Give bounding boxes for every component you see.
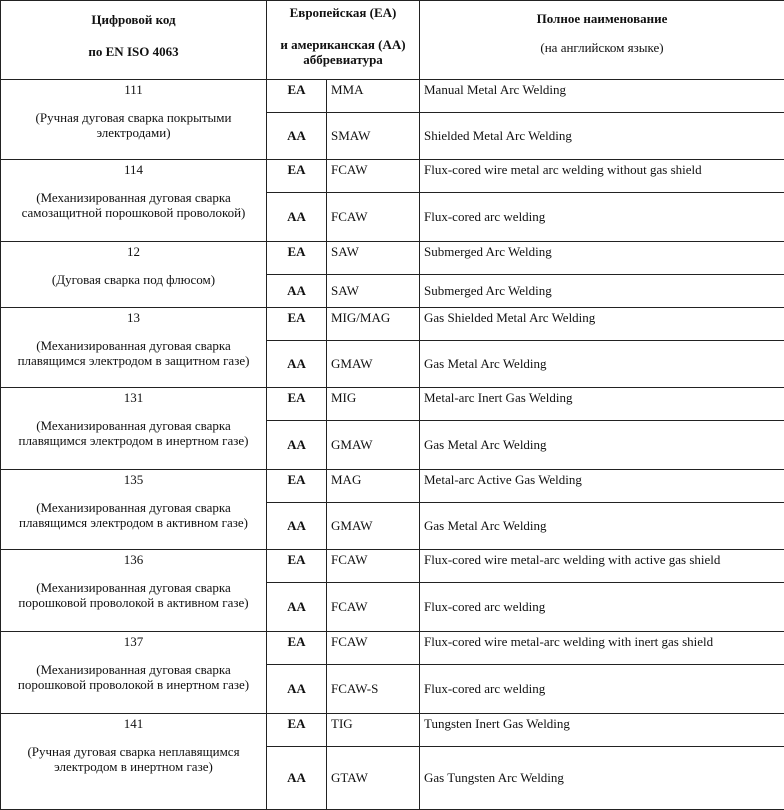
process-description: (Дуговая сварка под флюсом): [1, 272, 266, 287]
table-row: [1, 632, 784, 665]
table-row: [1, 550, 784, 583]
abbr-value-aa: SMAW: [327, 113, 420, 160]
full-name-aa: Gas Tungsten Arc Welding: [420, 747, 784, 810]
abbr-type-aa: AA: [267, 665, 327, 714]
abbr-type-ea: EA: [267, 388, 327, 421]
abbr-value-aa: SAW: [327, 275, 420, 308]
header-name-line2: (на английском языке): [420, 40, 784, 55]
abbr-value-ea: TIG: [327, 714, 420, 747]
process-code: 135: [1, 472, 266, 487]
abbr-value-aa: GMAW: [327, 341, 420, 388]
abbr-value-ea: MMA: [327, 80, 420, 113]
process-code-cell: [1, 308, 267, 388]
process-code: 136: [1, 552, 266, 567]
process-code: 12: [1, 244, 266, 259]
process-code-cell: [1, 632, 267, 714]
process-description: (Механизированная дуговая сварка порошковой проволокой в активном газе): [1, 580, 266, 610]
abbr-value-ea: MIG/MAG: [327, 308, 420, 341]
abbr-type-ea: EA: [267, 242, 327, 275]
full-name-ea: Metal-arc Active Gas Welding: [420, 470, 784, 503]
abbr-type-ea: EA: [267, 714, 327, 747]
abbr-value-aa: GMAW: [327, 503, 420, 550]
full-name-aa: Shielded Metal Arc Welding: [420, 113, 784, 160]
process-code: 114: [1, 162, 266, 177]
abbr-value-aa: FCAW-S: [327, 665, 420, 714]
table-row: [1, 388, 784, 421]
full-name-aa: Flux-cored arc welding: [420, 583, 784, 632]
process-code: 111: [1, 82, 266, 97]
process-code: 141: [1, 716, 266, 731]
full-name-ea: Flux-cored wire metal-arc welding with active gas shield: [420, 550, 784, 583]
process-code-cell: [1, 714, 267, 810]
header-abbr-line2: и американская (АА) аббревиатура: [267, 37, 419, 67]
abbr-type-aa: AA: [267, 113, 327, 160]
process-description: (Механизированная дуговая сварка самозащитной порошковой проволокой): [1, 190, 266, 220]
full-name-ea: Tungsten Inert Gas Welding: [420, 714, 784, 747]
full-name-aa: Gas Metal Arc Welding: [420, 341, 784, 388]
table-row: [1, 80, 784, 113]
process-code: 13: [1, 310, 266, 325]
abbr-value-aa: FCAW: [327, 193, 420, 242]
abbr-type-aa: AA: [267, 275, 327, 308]
abbr-type-ea: EA: [267, 550, 327, 583]
header-code-line2: по EN ISO 4063: [1, 44, 266, 59]
abbr-value-ea: SAW: [327, 242, 420, 275]
full-name-ea: Manual Metal Arc Welding: [420, 80, 784, 113]
header-abbreviation: [267, 1, 420, 80]
header-abbr-line1: Европейская (ЕА): [267, 5, 419, 20]
table-row: [1, 470, 784, 503]
process-description: (Механизированная дуговая сварка плавящимся электродом в защитном газе): [1, 338, 266, 368]
process-description: (Ручная дуговая сварка покрытыми электродами): [1, 110, 266, 140]
abbr-type-aa: AA: [267, 747, 327, 810]
table-row: [1, 242, 784, 275]
abbr-type-ea: EA: [267, 80, 327, 113]
abbr-type-ea: EA: [267, 308, 327, 341]
full-name-aa: Gas Metal Arc Welding: [420, 503, 784, 550]
abbr-type-ea: EA: [267, 470, 327, 503]
abbr-type-aa: AA: [267, 341, 327, 388]
abbr-value-ea: FCAW: [327, 160, 420, 193]
header-name-line1: Полное наименование: [420, 11, 784, 26]
abbr-value-ea: FCAW: [327, 632, 420, 665]
table-header-row: [1, 1, 784, 80]
full-name-aa: Gas Metal Arc Welding: [420, 421, 784, 470]
process-code-cell: [1, 388, 267, 470]
abbr-type-aa: AA: [267, 421, 327, 470]
header-full-name: [420, 1, 784, 80]
full-name-aa: Submerged Arc Welding: [420, 275, 784, 308]
full-name-aa: Flux-cored arc welding: [420, 665, 784, 714]
abbr-type-aa: AA: [267, 503, 327, 550]
full-name-ea: Flux-cored wire metal arc welding without gas shield: [420, 160, 784, 193]
table-row: [1, 308, 784, 341]
full-name-aa: Flux-cored arc welding: [420, 193, 784, 242]
abbr-type-ea: EA: [267, 160, 327, 193]
process-description: (Механизированная дуговая сварка плавящимся электродом в инертном газе): [1, 418, 266, 448]
abbr-value-ea: FCAW: [327, 550, 420, 583]
full-name-ea: Gas Shielded Metal Arc Welding: [420, 308, 784, 341]
process-code: 137: [1, 634, 266, 649]
table-body: [1, 80, 784, 810]
process-code-cell: [1, 160, 267, 242]
header-code-line1: Цифровой код: [1, 12, 266, 27]
process-description: (Ручная дуговая сварка неплавящимся электродом в инертном газе): [1, 744, 266, 774]
abbr-type-ea: EA: [267, 632, 327, 665]
process-description: (Механизированная дуговая сварка плавящимся электродом в активном газе): [1, 500, 266, 530]
process-code: 131: [1, 390, 266, 405]
full-name-ea: Flux-cored wire metal-arc welding with inert gas shield: [420, 632, 784, 665]
process-code-cell: [1, 242, 267, 308]
abbr-value-ea: MAG: [327, 470, 420, 503]
process-code-cell: [1, 550, 267, 632]
abbr-value-aa: GTAW: [327, 747, 420, 810]
abbr-type-aa: AA: [267, 583, 327, 632]
process-code-cell: [1, 470, 267, 550]
abbr-value-aa: FCAW: [327, 583, 420, 632]
table-row: [1, 160, 784, 193]
abbr-value-aa: GMAW: [327, 421, 420, 470]
full-name-ea: Submerged Arc Welding: [420, 242, 784, 275]
table-row: [1, 714, 784, 747]
abbr-value-ea: MIG: [327, 388, 420, 421]
abbr-type-aa: AA: [267, 193, 327, 242]
process-description: (Механизированная дуговая сварка порошковой проволокой в инертном газе): [1, 662, 266, 692]
process-code-cell: [1, 80, 267, 160]
header-code: [1, 1, 267, 80]
full-name-ea: Metal-arc Inert Gas Welding: [420, 388, 784, 421]
